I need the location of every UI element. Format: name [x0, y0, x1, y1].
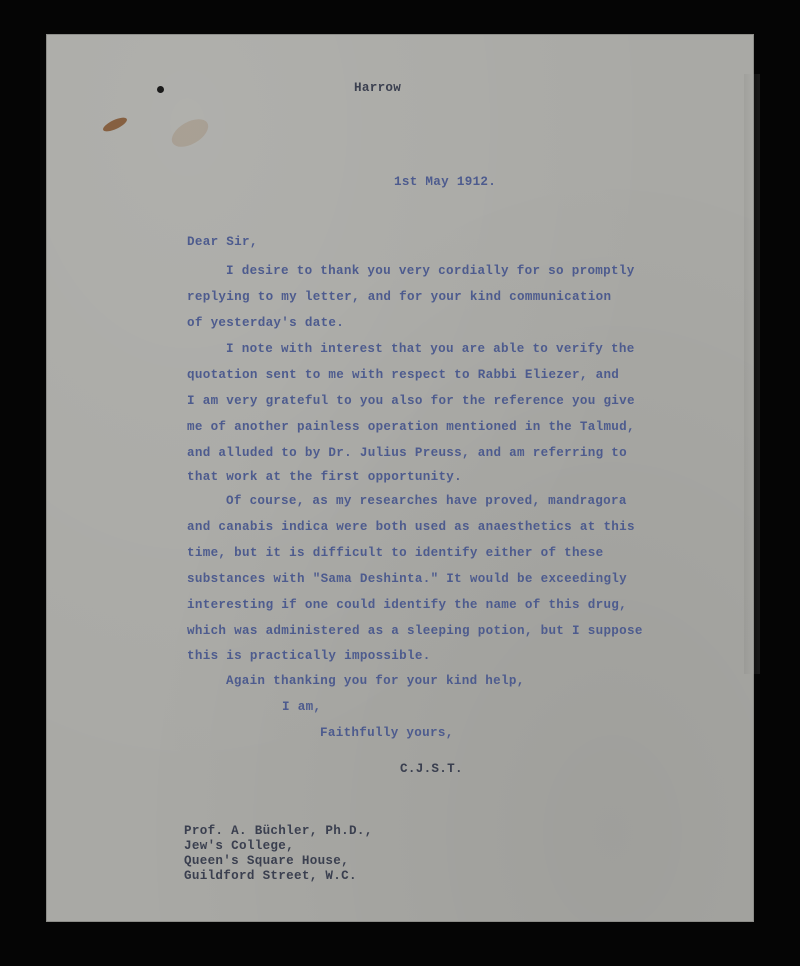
rust-stain: [101, 115, 128, 134]
body-line: I desire to thank you very cordially for so promptly: [226, 264, 635, 278]
sender-initials: C.J.S.T.: [400, 762, 463, 776]
body-line: and canabis indica were both used as anaesthetics at this: [187, 520, 635, 534]
body-line: replying to my letter, and for your kind communication: [187, 290, 612, 304]
body-line: Again thanking you for your kind help,: [226, 674, 525, 688]
body-line: I am very grateful to you also for the reference you give: [187, 394, 635, 408]
address-line: Prof. A. Büchler, Ph.D.,: [184, 824, 373, 838]
letter-sheet: [46, 34, 754, 922]
address-line: Jew's College,: [184, 839, 295, 853]
salutation: Dear Sir,: [187, 235, 258, 249]
address-line: Queen's Square House,: [184, 854, 350, 868]
body-line: me of another painless operation mentioned in the Talmud,: [187, 420, 635, 434]
rust-stain-faint: [167, 113, 213, 152]
body-line: this is practically impossible.: [187, 649, 431, 663]
ink-spot: [157, 86, 164, 93]
closing-i-am: I am,: [282, 700, 322, 714]
body-line: of yesterday's date.: [187, 316, 345, 330]
body-line: Of course, as my researches have proved, mandragora: [226, 494, 627, 508]
letter-date: 1st May 1912.: [394, 175, 497, 189]
body-line: I note with interest that you are able to verify the: [226, 342, 635, 356]
body-line: and alluded to by Dr. Julius Preuss, and am referring to: [187, 446, 628, 460]
closing-faithfully: Faithfully yours,: [320, 726, 454, 740]
body-line: interesting if one could identify the name of this drug,: [187, 598, 628, 612]
letterhead-place: Harrow: [354, 81, 402, 95]
body-line: which was administered as a sleeping potion, but I suppose: [187, 624, 643, 638]
body-line: quotation sent to me with respect to Rabbi Eliezer, and: [187, 368, 620, 382]
paper-fold-shadow: [744, 74, 760, 674]
address-line: Guildford Street, W.C.: [184, 869, 357, 883]
body-line: substances with "Sama Deshinta." It would be exceedingly: [187, 572, 628, 586]
body-line: that work at the first opportunity.: [187, 470, 463, 484]
body-line: time, but it is difficult to identify either of these: [187, 546, 604, 560]
